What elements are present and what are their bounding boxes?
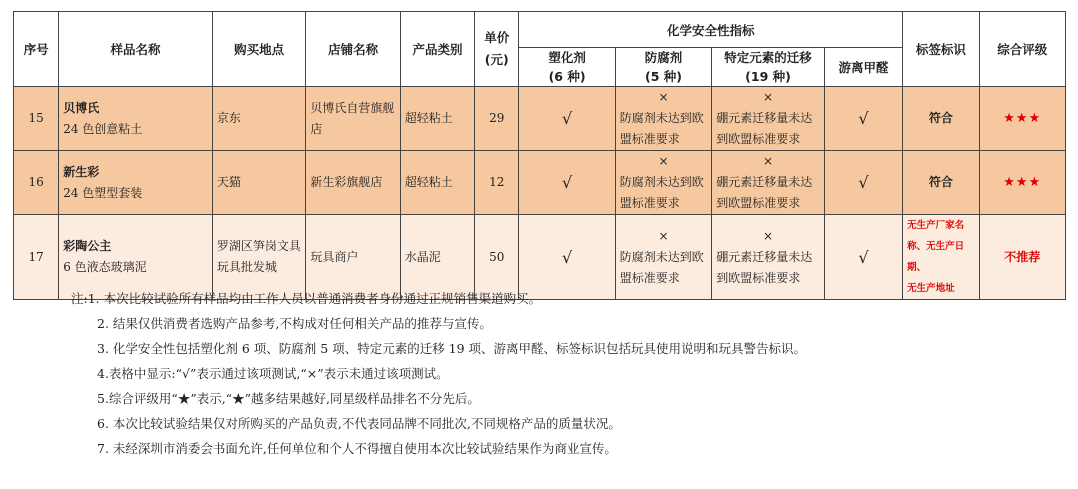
cell-plasticizer: √ (519, 215, 615, 300)
col-header-sample: 样品名称 (59, 12, 213, 87)
sample-brand: 贝博氏 (63, 100, 100, 115)
migration-label: 特定元素的迁移 (724, 50, 812, 65)
fail-mark: × (762, 154, 774, 168)
cell-price: 50 (475, 215, 519, 300)
note-line: 5.综合评级用“★”表示,“★”越多结果越好,同星级样品排名不分先后。 (97, 391, 480, 406)
col-header-chem-group: 化学安全性指标 (519, 12, 903, 48)
fail-note: 硼元素迁移量未达到欧盟标准要求 (716, 111, 813, 146)
cell-sample (59, 151, 213, 215)
col-header-preservative (615, 48, 711, 87)
cell-preservative (615, 151, 711, 215)
fail-mark: × (658, 154, 669, 168)
fail-mark: × (762, 228, 774, 243)
results-table (13, 11, 1066, 300)
fail-note: 硼元素迁移量未达到欧盟标准要求 (716, 175, 813, 210)
fail-mark: × (658, 90, 669, 104)
fail-note: 防腐剂未达到欧盟标准要求 (619, 175, 704, 210)
fail-mark: × (658, 228, 669, 243)
fail-mark: × (762, 90, 774, 104)
note-line: 7. 未经深圳市消委会书面允许,任何单位和个人不得擅自使用本次比较试验结果作为商业宣传。 (97, 441, 617, 456)
cell-place: 天猫 (212, 151, 305, 215)
cell-migration (712, 151, 825, 215)
cell-formaldehyde: √ (824, 215, 902, 300)
cell-rating: ★★★ (979, 87, 1065, 151)
cell-no: 16 (14, 151, 59, 215)
table-row (14, 151, 1066, 215)
note-line: 2. 结果仅供消费者选购产品参考,不构成对任何相关产品的推荐与宣传。 (97, 316, 492, 331)
col-header-label: 标签标识 (903, 12, 979, 87)
cell-plasticizer: √ (519, 87, 615, 151)
sample-brand: 新生彩 (63, 164, 100, 179)
table-header (14, 12, 1066, 87)
label-issue-line: 无生产厂家名 (907, 220, 965, 231)
cell-place: 罗湖区笋岗文具玩具批发城 (212, 215, 305, 300)
cell-label: 符合 (903, 151, 979, 215)
cell-sample (59, 87, 213, 151)
cell-price: 29 (475, 87, 519, 151)
fail-note: 防腐剂未达到欧盟标准要求 (619, 111, 704, 146)
cell-rating: ★★★ (979, 151, 1065, 215)
cell-label: 符合 (903, 87, 979, 151)
col-header-formaldehyde: 游离甲醛 (824, 48, 902, 87)
cell-formaldehyde: √ (824, 87, 902, 151)
cell-shop: 贝博氏自营旗舰店 (306, 87, 400, 151)
col-header-price (475, 12, 519, 87)
cell-rating: 不推荐 (979, 215, 1065, 300)
cell-place: 京东 (212, 87, 305, 151)
cell-no: 15 (14, 87, 59, 151)
col-header-plasticizer (519, 48, 615, 87)
col-header-place: 购买地点 (212, 12, 305, 87)
fail-note: 硼元素迁移量未达到欧盟标准要求 (716, 249, 813, 285)
col-header-shop: 店铺名称 (306, 12, 400, 87)
table-row (14, 87, 1066, 151)
col-header-category: 产品类别 (400, 12, 474, 87)
sample-desc: 24 色塑型套装 (63, 185, 143, 200)
note-line: 3. 化学安全性包括塑化剂 6 项、防腐剂 5 项、特定元素的迁移 19 项、游离甲醛、标签标识包括玩具使用说明和玩具警告标识。 (97, 341, 807, 356)
migration-count: (19 种) (745, 69, 791, 84)
price-unit: (元) (484, 52, 509, 67)
price-label: 单价 (484, 30, 510, 45)
cell-category: 超轻粘土 (400, 151, 474, 215)
col-header-rating: 综合评级 (979, 12, 1065, 87)
cell-label (903, 215, 979, 300)
plasticizer-count: (6 种) (548, 69, 586, 84)
sample-desc: 6 色液态玻璃泥 (63, 260, 147, 274)
cell-shop: 新生彩旗舰店 (306, 151, 400, 215)
sample-desc: 24 色创意粘土 (63, 121, 143, 136)
preservative-count: (5 种) (645, 69, 683, 84)
cell-category: 水晶泥 (400, 215, 474, 300)
cell-migration (712, 87, 825, 151)
note-line: 6. 本次比较试验结果仅对所购买的产品负责,不代表同品牌不同批次,不同规格产品的质量状况。 (97, 416, 621, 431)
fail-note: 防腐剂未达到欧盟标准要求 (619, 249, 704, 285)
cell-price: 12 (475, 151, 519, 215)
cell-no: 17 (14, 215, 59, 300)
sample-brand: 彩陶公主 (63, 239, 112, 253)
cell-formaldehyde: √ (824, 151, 902, 215)
cell-category: 超轻粘土 (400, 87, 474, 151)
cell-shop: 玩具商户 (306, 215, 400, 300)
label-issue-line: 称、无生产日期、 (907, 241, 965, 273)
col-header-seq: 序号 (14, 12, 59, 87)
plasticizer-label: 塑化剂 (548, 50, 586, 65)
preservative-label: 防腐剂 (644, 50, 683, 65)
cell-plasticizer: √ (519, 151, 615, 215)
col-header-migration (712, 48, 825, 87)
note-line: 4.表格中显示:“√”表示通过该项测试,“×”表示未通过该项测试。 (97, 366, 449, 381)
note-line: 注:1. 本次比较试验所有样品均由工作人员以普通消费者身份通过正规销售渠道购买。 (71, 291, 542, 306)
notes-block (71, 286, 806, 461)
label-issue-line: 无生产地址 (907, 283, 955, 294)
cell-preservative (615, 87, 711, 151)
